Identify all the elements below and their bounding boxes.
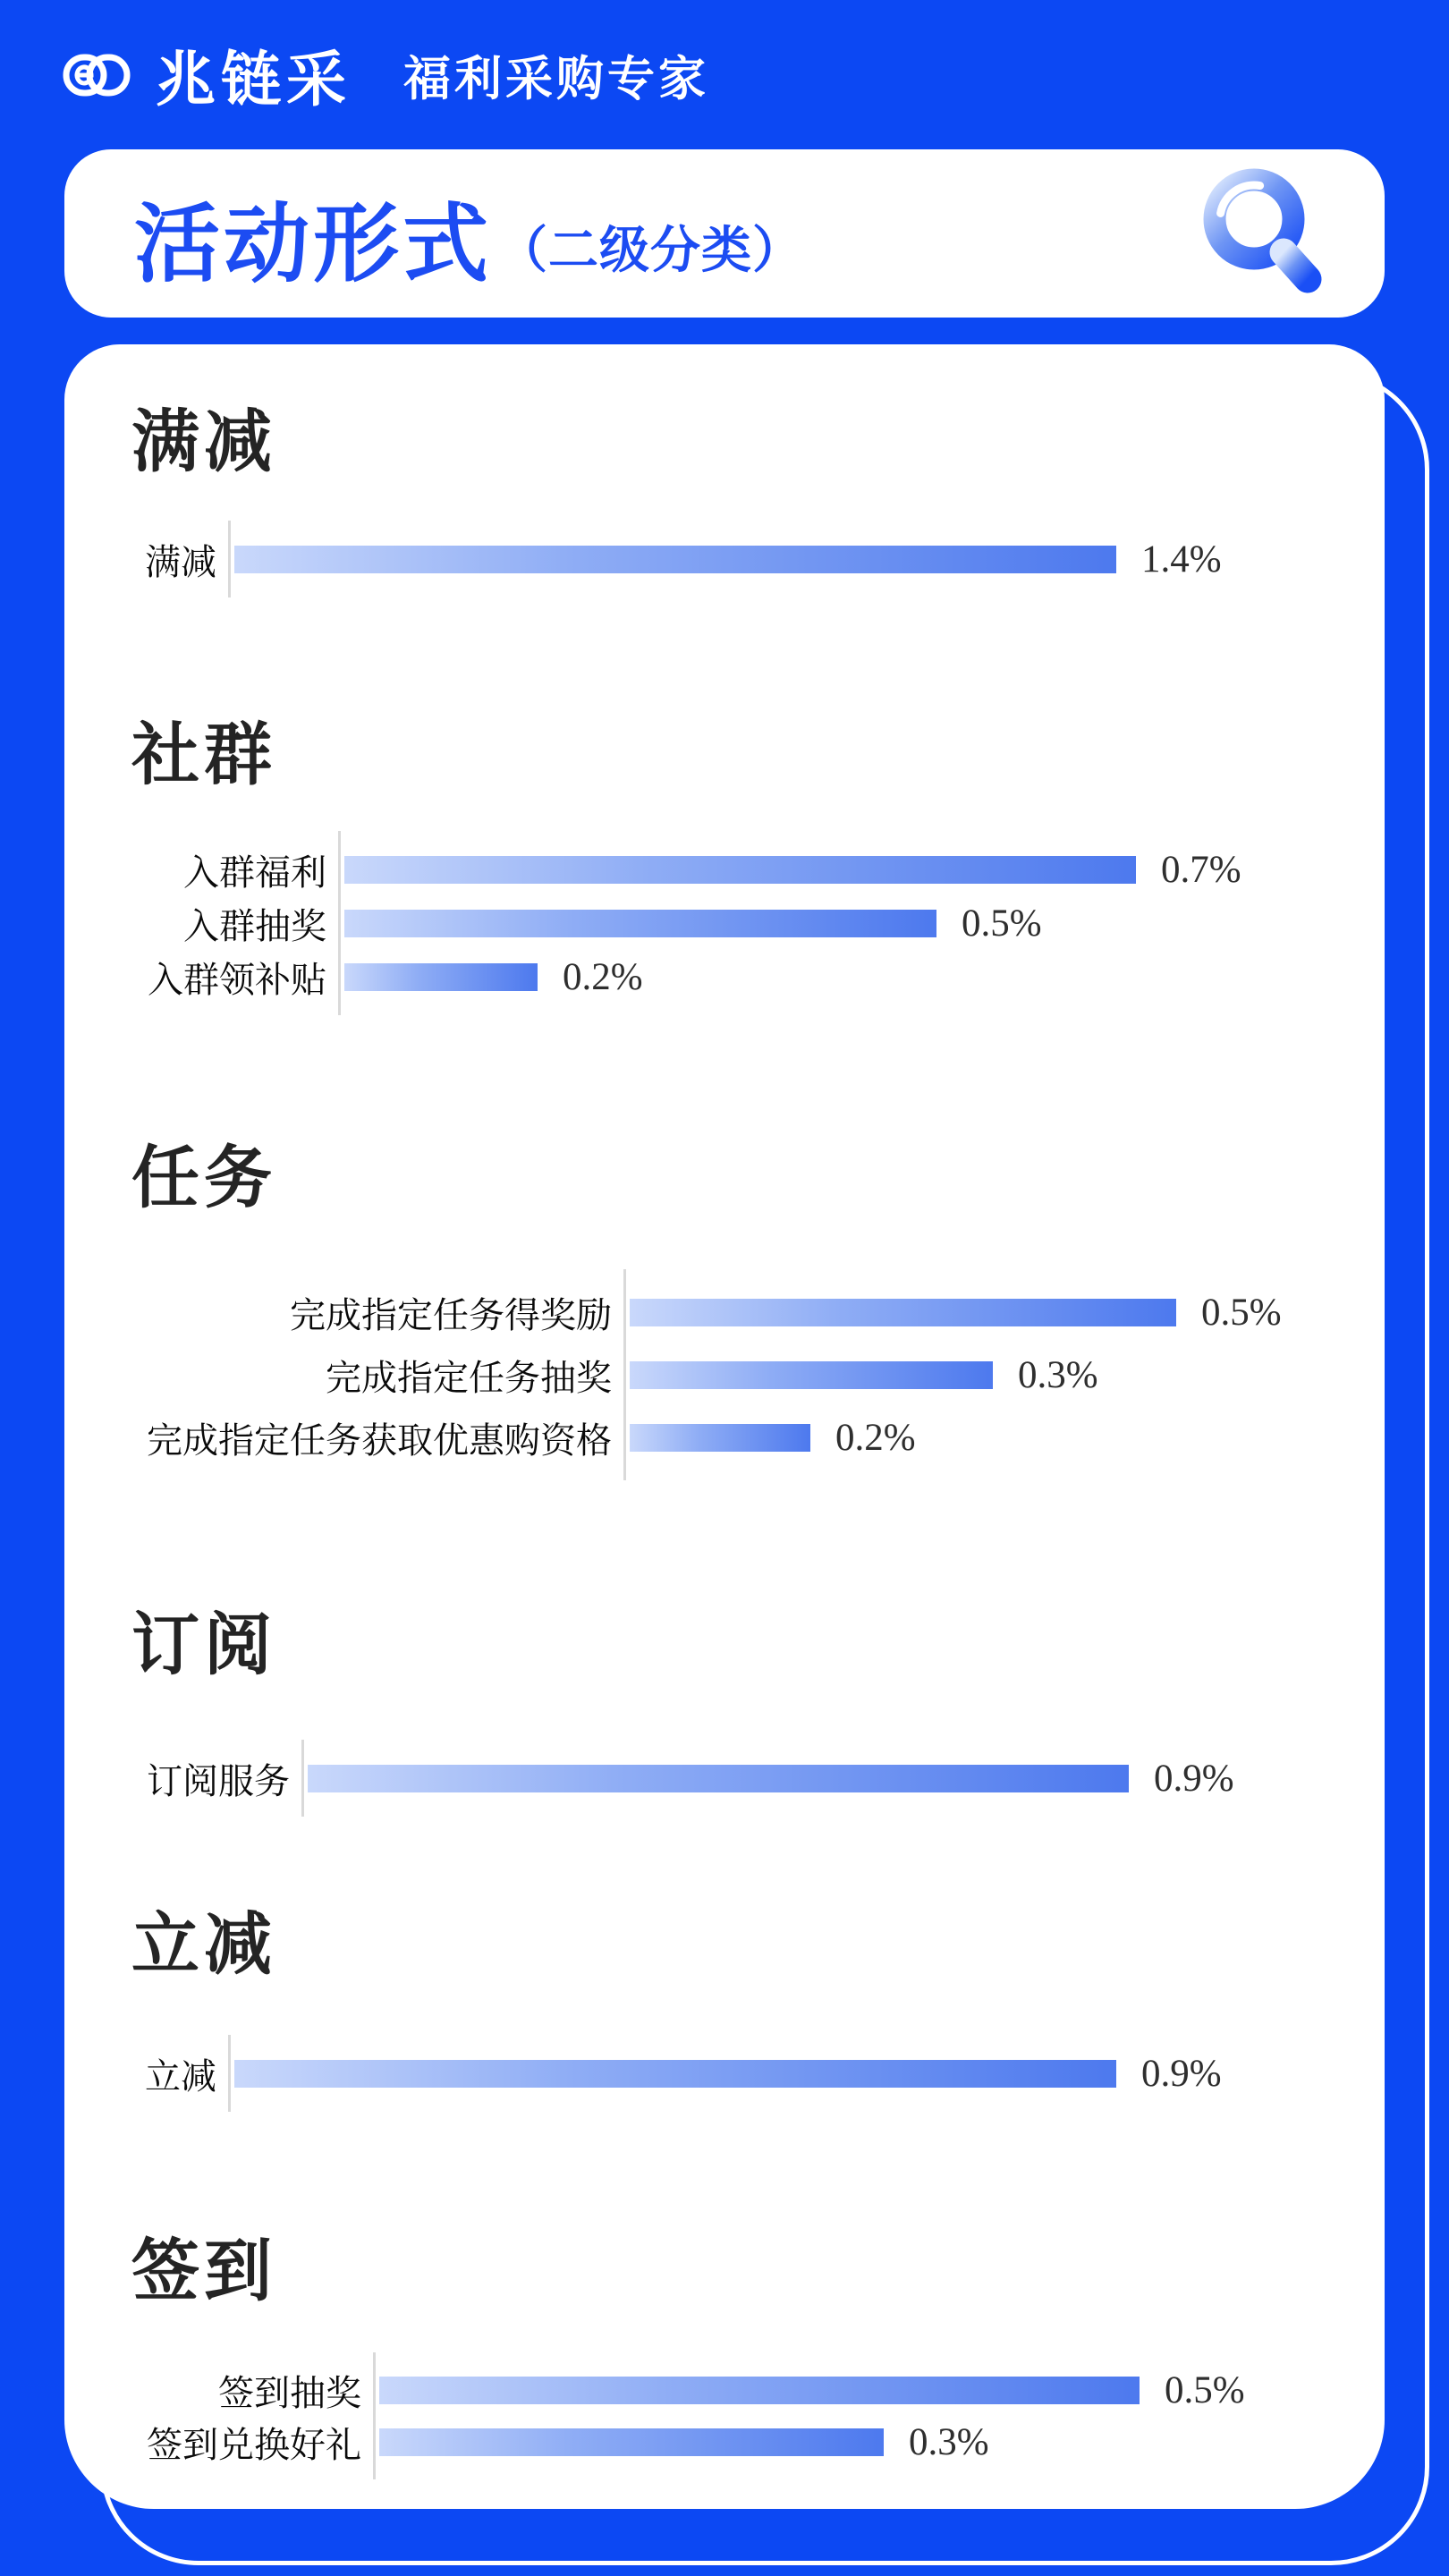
bar-rows (131, 843, 1358, 1004)
section-2 (131, 720, 1358, 1004)
bar (234, 2060, 1116, 2088)
bar-row (131, 2416, 1358, 2468)
chain-links-icon (63, 50, 131, 100)
axis-line (338, 831, 341, 1015)
bar-label: 签到兑换好礼 (147, 2424, 361, 2465)
bar-rows (131, 2046, 1358, 2100)
bar (344, 910, 936, 937)
bar-row (131, 843, 1358, 896)
bar-label: 入群抽奖 (183, 905, 326, 946)
bar (344, 963, 538, 991)
bar-value: 0.2% (835, 1416, 916, 1459)
section-6 (131, 2236, 1358, 2468)
bar-label: 签到抽奖 (218, 2372, 361, 2413)
magnifier-icon (1195, 165, 1329, 307)
axis-line (373, 2352, 376, 2479)
bar-row (131, 1406, 1358, 1469)
bar-rows (131, 2364, 1358, 2468)
bar-rows (131, 532, 1358, 586)
bar-row (131, 896, 1358, 950)
bar-label: 完成指定任务得奖励 (290, 1294, 612, 1335)
axis-line (228, 521, 231, 597)
bar-row (131, 2364, 1358, 2416)
title-card (64, 149, 1385, 318)
bar (344, 856, 1136, 884)
axis-line (301, 1740, 304, 1817)
bar-label: 立减 (145, 2055, 216, 2097)
bar-label: 满减 (145, 541, 216, 582)
section-5 (131, 1910, 1358, 2100)
page-title: 活动形式 (134, 197, 492, 292)
bar-row (131, 532, 1358, 586)
section-heading: 签到 (131, 2234, 276, 2309)
section-heading: 社群 (131, 718, 276, 793)
bar-value: 0.5% (1165, 2368, 1245, 2411)
bar (630, 1424, 810, 1452)
axis-line (228, 2035, 231, 2112)
section-heading: 任务 (131, 1141, 276, 1216)
page-subtitle: （二级分类） (497, 224, 803, 279)
axis-line (623, 1269, 626, 1480)
header (63, 32, 1413, 118)
bar (308, 1765, 1129, 1792)
bar-rows (131, 1751, 1358, 1805)
bar-value: 0.9% (1141, 2052, 1222, 2095)
logo-text: 兆链采 (156, 47, 352, 114)
bar-value: 0.3% (1018, 1353, 1098, 1396)
bar (630, 1361, 993, 1389)
bar (234, 546, 1116, 573)
bar-value: 0.5% (1201, 1291, 1282, 1334)
main-card (64, 344, 1385, 2509)
bar-label: 完成指定任务抽奖 (326, 1357, 612, 1398)
bar-value: 0.2% (563, 955, 643, 998)
bar-rows (131, 1281, 1358, 1469)
bar-row (131, 950, 1358, 1004)
bar-value: 0.3% (909, 2420, 989, 2463)
section-heading: 满减 (131, 405, 276, 480)
bar-value: 0.7% (1161, 848, 1241, 891)
section-heading: 立减 (131, 1908, 276, 1983)
section-4 (131, 1610, 1358, 1805)
header-tagline: 福利采购专家 (403, 53, 709, 106)
bar-label: 订阅服务 (147, 1760, 290, 1801)
section-1 (131, 407, 1358, 586)
bar-row (131, 1751, 1358, 1805)
bar-value: 1.4% (1141, 538, 1222, 580)
section-3 (131, 1143, 1358, 1469)
bar-row (131, 1343, 1358, 1406)
bar (379, 2428, 884, 2456)
bar-label: 入群福利 (183, 852, 326, 893)
bar (379, 2377, 1140, 2404)
bar-row (131, 1281, 1358, 1343)
bar-row (131, 2046, 1358, 2100)
bar-label: 入群领补贴 (148, 959, 326, 1000)
bar-label: 完成指定任务获取优惠购资格 (147, 1419, 612, 1461)
bar (630, 1299, 1176, 1326)
bar-value: 0.5% (962, 902, 1042, 945)
section-heading: 订阅 (131, 1608, 276, 1683)
title-wrap (134, 197, 803, 292)
bar-value: 0.9% (1154, 1757, 1234, 1800)
